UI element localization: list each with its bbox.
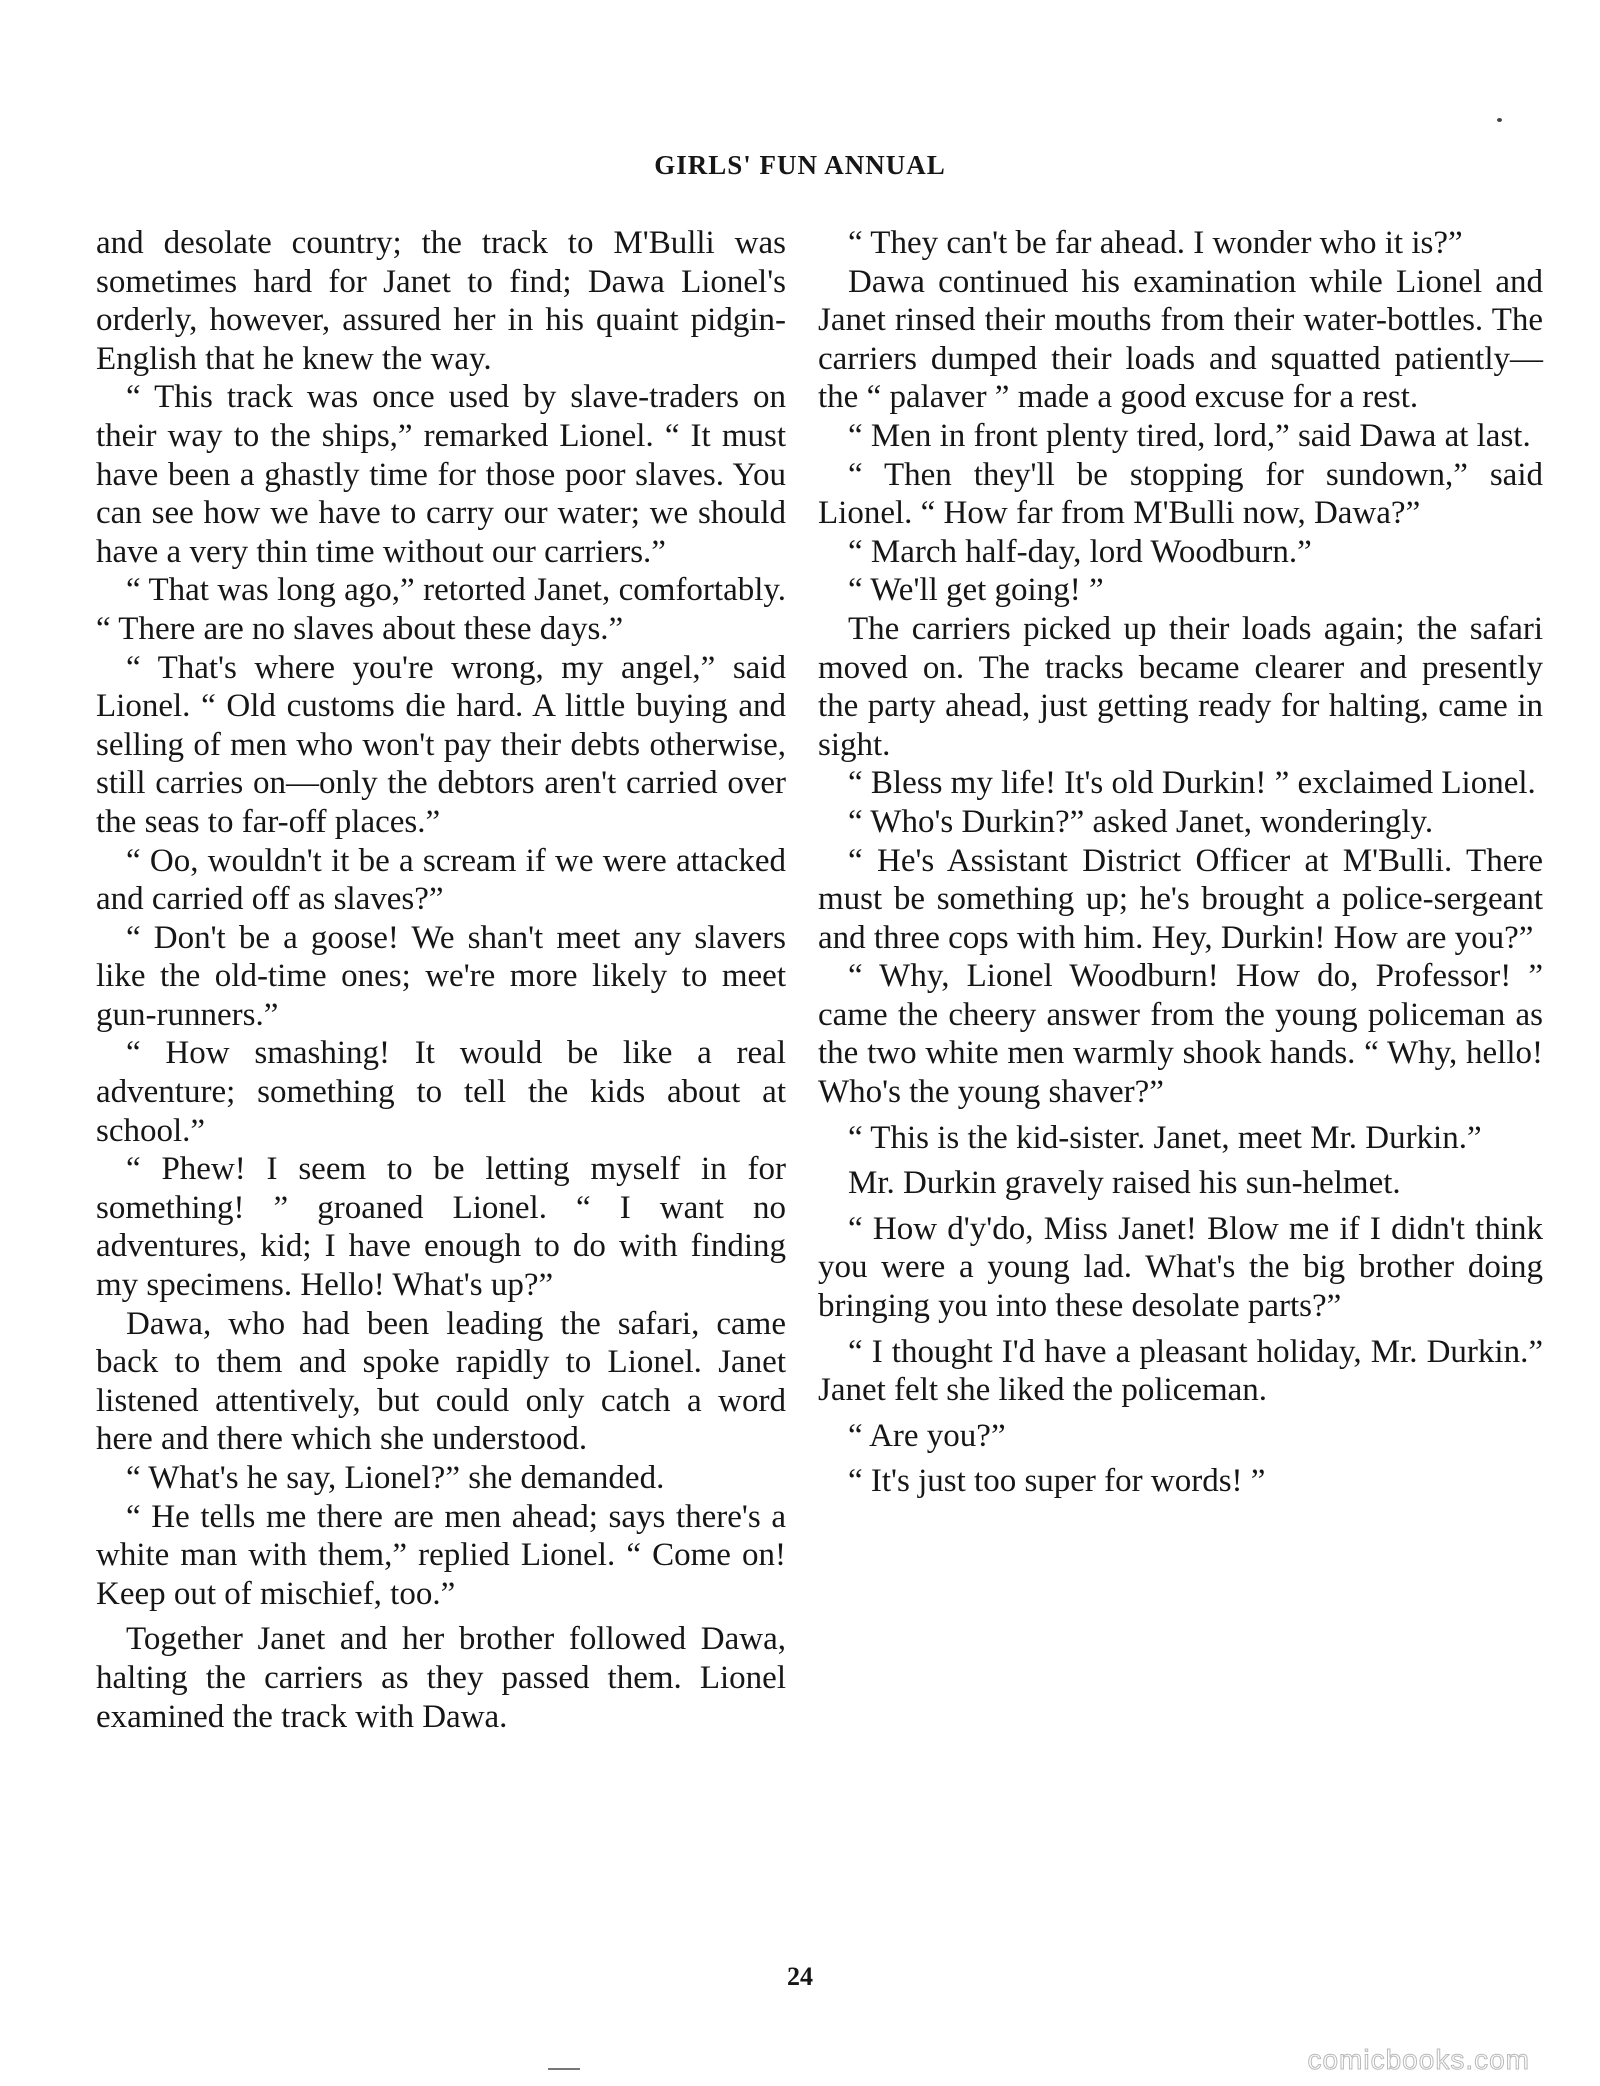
paragraph: “ It's just too super for words! ” bbox=[848, 1463, 1266, 1500]
paragraph: The carriers picked up their loads again; the safari moved on. The tracks became clearer and presently the party ahead, just getting ready for halting, came in sight. bbox=[818, 610, 1543, 763]
paragraph: “ Phew! I seem to be letting myself in for something! ” groaned Lionel. “ I want no adventures, kid; I have enough to do with finding my specimens. Hello! What's up?” bbox=[96, 1151, 786, 1304]
paragraph: “ How d'y'do, Miss Janet! Blow me if I didn't think you were a young lad. What's the big brother doing bringing you into these desolate parts?” bbox=[818, 1210, 1543, 1325]
paragraph: “ Men in front plenty tired, lord,” said Dawa at last. bbox=[848, 417, 1531, 454]
paragraph: “ He's Assistant District Officer at M'Bulli. There must be something up; he's brought a police-sergeant and three cops with him. Hey, Durkin! How are you?” bbox=[818, 842, 1543, 956]
left-text-column bbox=[96, 224, 786, 1736]
paragraph: “ March half-day, lord Woodburn.” bbox=[848, 533, 1312, 570]
paragraph: “ Who's Durkin?” asked Janet, wonderingly. bbox=[848, 803, 1434, 840]
running-head: GIRLS' FUN ANNUAL bbox=[654, 150, 946, 180]
page-number: 24 bbox=[787, 1962, 813, 1991]
paragraph: “ They can't be far ahead. I wonder who it is?” bbox=[848, 225, 1463, 261]
paragraph: “ Then they'll be stopping for sundown,” said Lionel. “ How far from M'Bulli now, Dawa?” bbox=[818, 456, 1543, 532]
watermark: comicbooks.com bbox=[1307, 2044, 1530, 2075]
paragraph: “ What's he say, Lionel?” she demanded. bbox=[126, 1460, 665, 1496]
paragraph: Dawa, who had been leading the safari, came back to them and spoke rapidly to Lionel. Janet listened attentively, but could only catch a word here and there which she understood. bbox=[96, 1305, 786, 1458]
paragraph: “ That was long ago,” retorted Janet, comfortably. “ There are no slaves about these days.” bbox=[96, 572, 786, 647]
paragraph: and desolate country; the track to M'Bulli was sometimes hard for Janet to find; Dawa Lionel's orderly, however, assured her in his quaint pidgin-English that he knew the way. bbox=[96, 225, 786, 377]
print-speck bbox=[1497, 118, 1502, 122]
paragraph: “ We'll get going! ” bbox=[848, 572, 1104, 609]
paragraph: “ Don't be a goose! We shan't meet any slavers like the old-time ones; we're more likely to meet gun-runners.” bbox=[96, 919, 786, 1033]
paragraph: “ This track was once used by slave-traders on their way to the ships,” remarked Lionel. “ It must have been a ghastly time for those poor slaves. You can see how we have to carry our water; we should have a very thin time without our carriers.” bbox=[96, 379, 786, 570]
paragraph: “ Are you?” bbox=[848, 1417, 1006, 1454]
paragraph: “ He tells me there are men ahead; says there's a white man with them,” replied Lionel. “ Come on! Keep out of mischief, too.” bbox=[96, 1498, 786, 1612]
paragraph: “ Bless my life! It's old Durkin! ” exclaimed Lionel. bbox=[848, 765, 1536, 802]
paragraph: “ I thought I'd have a pleasant holiday, Mr. Durkin.” Janet felt she liked the policeman. bbox=[818, 1333, 1543, 1409]
paragraph: “ This is the kid-sister. Janet, meet Mr. Durkin.” bbox=[848, 1119, 1482, 1156]
paragraph: “ That's where you're wrong, my angel,” said Lionel. “ Old customs die hard. A little buying and selling of men who won't pay their debts otherwise, still carries on—only the debtors aren't carried over the seas to far-off places.” bbox=[96, 649, 786, 840]
paragraph: Mr. Durkin gravely raised his sun-helmet. bbox=[848, 1165, 1401, 1202]
paragraph: “ Oo, wouldn't it be a scream if we were attacked and carried off as slaves?” bbox=[96, 842, 786, 918]
page-mark bbox=[548, 2068, 580, 2070]
right-text-column bbox=[818, 224, 1543, 1501]
paragraph: “ How smashing! It would be like a real adventure; something to tell the kids about at school.” bbox=[96, 1035, 786, 1149]
paragraph: Together Janet and her brother followed Dawa, halting the carriers as they passed them. Lionel examined the track with Dawa. bbox=[96, 1621, 786, 1735]
paragraph: “ Why, Lionel Woodburn! How do, Professor! ” came the cheery answer from the young policeman as the two white men warmly shook hands. “ Why, hello! Who's the young shaver?” bbox=[818, 958, 1543, 1111]
paragraph: Dawa continued his examination while Lionel and Janet rinsed their mouths from their water-bottles. The carriers dumped their loads and squatted patiently—the “ palaver ” made a good excuse for a rest. bbox=[818, 263, 1543, 416]
